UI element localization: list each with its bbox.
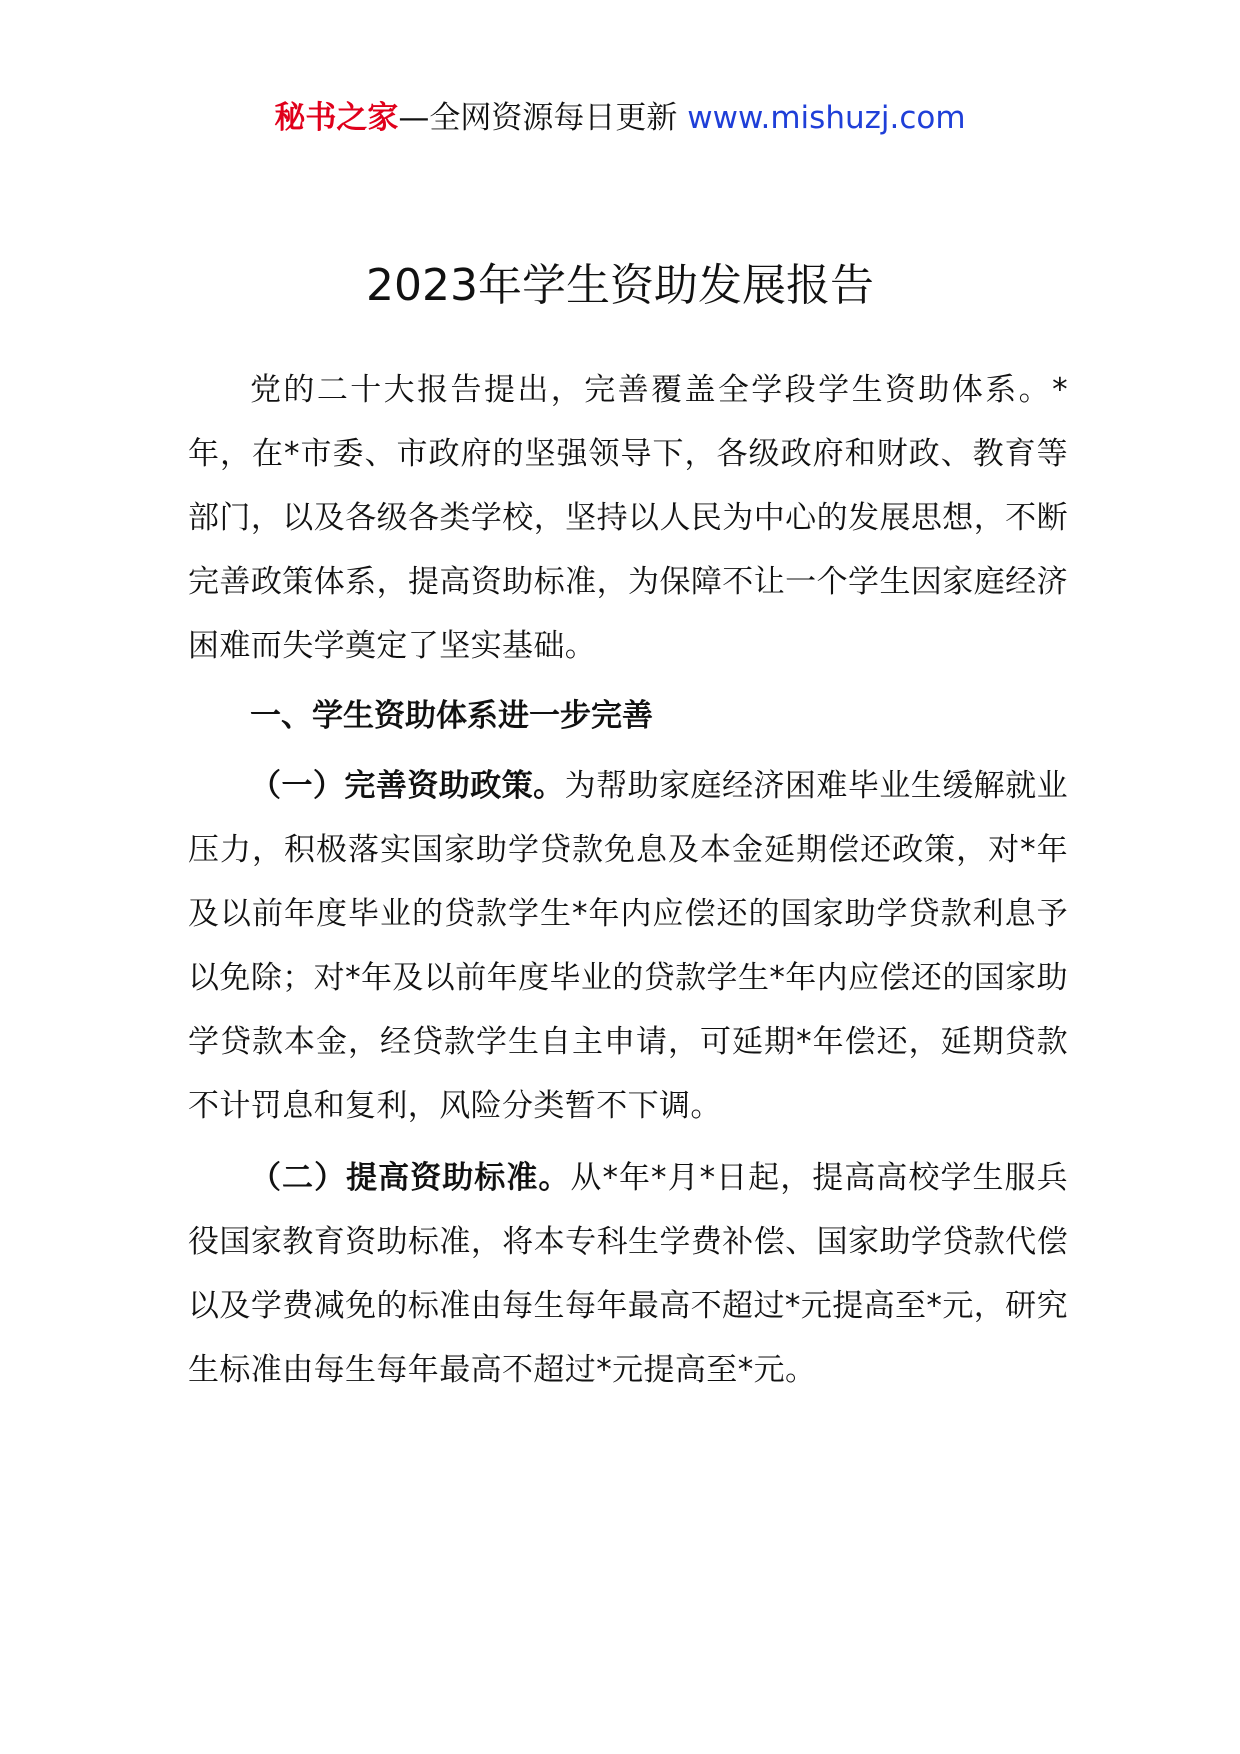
- intro-paragraph: 党的二十大报告提出，完善覆盖全学段学生资助体系。*年，在*市委、市政府的坚强领导下，各级政府和财政、教育等部门，以及各级各类学校，坚持以人民为中心的发展思想，不断完善政策体系，提高资助标准，为保障不让一个学生因家庭经济困难而失学奠定了坚实基础。: [188, 372, 1068, 664]
- brand-name: 秘书之家: [274, 100, 399, 136]
- document-title: 2023年学生资助发展报告: [366, 260, 874, 311]
- section-heading: 一、学生资助体系进一步完善: [250, 698, 653, 734]
- site-header: [0, 98, 1240, 138]
- subsection-paragraph-2: [188, 1146, 1068, 1402]
- subsection-lead-1: （一）完善资助政策。: [250, 768, 565, 804]
- subsection-paragraph-1: [188, 754, 1068, 1138]
- subsection-text-2: 从*年*月*日起，提高高校学生服兵役国家教育资助标准，将本专科生学费补偿、国家助学贷款代偿以及学费减免的标准由每生每年最高不超过*元提高至*元，研究生标准由每生每年最高不超过*元提高至*元。: [188, 1160, 1068, 1388]
- subsection-lead-2: （二）提高资助标准。: [250, 1160, 571, 1196]
- site-url-link[interactable]: www.mishuzj.com: [687, 100, 966, 136]
- subsection-text-1: 为帮助家庭经济困难毕业生缓解就业压力，积极落实国家助学贷款免息及本金延期偿还政策，对*年及以前年度毕业的贷款学生*年内应偿还的国家助学贷款利息予以免除；对*年及以前年度毕业的贷款学生*年内应偿还的国家助学贷款本金，经贷款学生自主申请，可延期*年偿还，延期贷款不计罚息和复利，风险分类暂不下调。: [188, 768, 1068, 1124]
- document-body: [188, 358, 1068, 1402]
- header-tagline: —全网资源每日更新: [398, 100, 688, 136]
